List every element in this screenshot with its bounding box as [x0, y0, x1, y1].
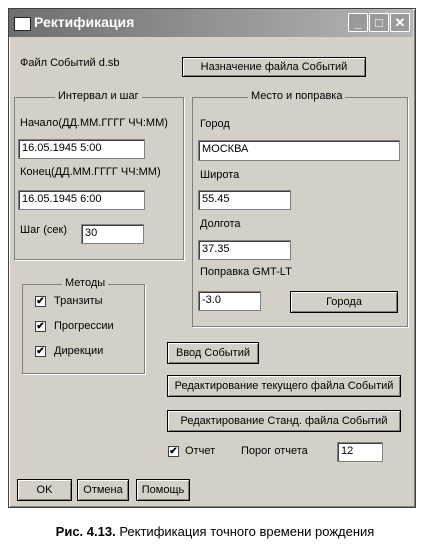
start-field[interactable]: 16.05.1945 5:00	[18, 139, 145, 159]
window-title: Ректификация	[34, 14, 135, 30]
city-label: Город	[200, 118, 230, 130]
longitude-label: Долгота	[200, 218, 241, 230]
close-icon[interactable]: ✕	[390, 13, 410, 32]
window-icon	[14, 17, 31, 31]
assign-events-file-button[interactable]: Назначение файла Событий	[182, 57, 366, 77]
directions-checkbox[interactable]: ✔	[36, 346, 45, 357]
edit-standard-events-file-button[interactable]: Редактирование Станд. файла Событий	[167, 410, 401, 432]
step-field[interactable]: 30	[81, 224, 144, 244]
longitude-field[interactable]: 37.35	[198, 240, 291, 260]
transits-checkbox[interactable]: ✔	[36, 296, 45, 307]
place-group-label: Место и поправка	[248, 90, 345, 102]
report-threshold-label: Порог отчета	[241, 445, 308, 457]
interval-group-label: Интервал и шаг	[55, 90, 142, 102]
end-field[interactable]: 16.05.1945 6:00	[18, 190, 145, 210]
city-field[interactable]: МОСКВА	[198, 140, 400, 161]
directions-label: Дирекции	[54, 345, 104, 357]
cities-button[interactable]: Города	[290, 291, 398, 313]
figure-caption-text: Ректификация точного времени рождения	[119, 524, 375, 539]
methods-group-label: Методы	[62, 277, 108, 289]
report-label: Отчет	[185, 445, 216, 457]
figure-number: Рис. 4.13.	[55, 524, 116, 539]
report-threshold-field[interactable]: 12	[337, 442, 383, 462]
offset-field[interactable]: -3.0	[198, 291, 261, 311]
cancel-button[interactable]: Отмена	[77, 479, 129, 501]
events-file-label: Файл Событий d.sb	[20, 57, 120, 69]
help-button[interactable]: Помощь	[136, 479, 190, 501]
maximize-icon[interactable]: □	[369, 13, 389, 32]
figure-caption	[0, 524, 430, 539]
input-events-button[interactable]: Ввод Событий	[167, 342, 259, 364]
minimize-icon[interactable]: _	[348, 13, 368, 32]
report-checkbox[interactable]: ✔	[169, 446, 178, 457]
latitude-label: Широта	[200, 169, 240, 181]
edit-current-events-file-button[interactable]: Редактирование текущего файла Событий	[167, 375, 401, 397]
progressions-label: Прогрессии	[54, 320, 114, 332]
end-label: Конец(ДД.ММ.ГГГГ ЧЧ:ММ)	[20, 166, 161, 178]
transits-label: Транзиты	[54, 295, 103, 307]
progressions-checkbox[interactable]: ✔	[36, 321, 45, 332]
step-label: Шаг (сек)	[20, 224, 68, 236]
ok-button[interactable]: OK	[17, 479, 72, 501]
latitude-field[interactable]: 55.45	[198, 190, 291, 210]
offset-label: Поправка GMT-LT	[200, 266, 292, 278]
start-label: Начало(ДД.ММ.ГГГГ ЧЧ:ММ)	[20, 117, 168, 129]
